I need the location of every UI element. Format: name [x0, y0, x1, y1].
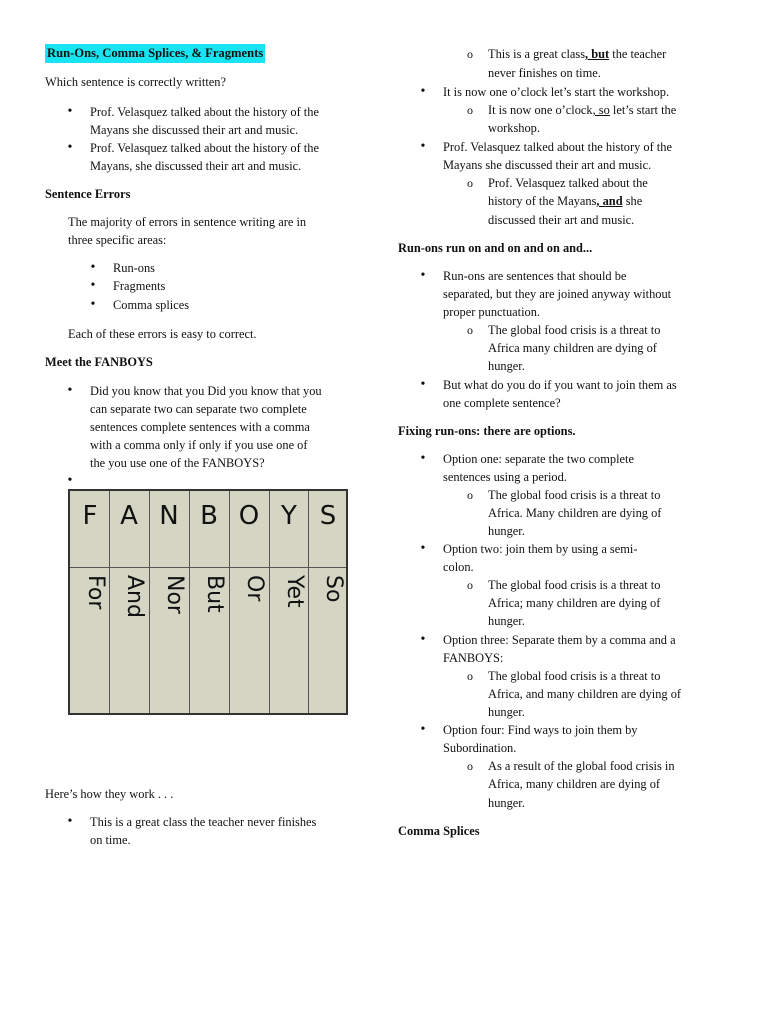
fanboys-word: But — [202, 575, 227, 613]
runons-def-line: Run-ons are sentences that should be — [443, 269, 627, 283]
option-three-example: The global food crisis is a threat to — [488, 669, 661, 683]
heading-comma-splices: Comma Splices — [398, 824, 480, 838]
option-one-example: hunger. — [488, 524, 525, 538]
runons-def-line: proper punctuation. — [443, 305, 541, 319]
bullet: • — [420, 722, 426, 737]
example-3-fix-line-2: history of the Mayans, and she — [488, 194, 643, 208]
option-2-line-1: Prof. Velasquez talked about the history of the — [90, 141, 319, 155]
fanboys-letter: O — [238, 501, 260, 531]
option-1-line-2: Mayans she discussed their art and music. — [90, 123, 299, 137]
heading-meet-fanboys: Meet the FANBOYS — [45, 355, 153, 369]
fanboys-word: Yet — [282, 575, 307, 608]
sub-bullet: o — [467, 578, 473, 592]
option-one-line: Option one: separate the two complete — [443, 452, 634, 466]
bullet: • — [420, 268, 426, 283]
runons-def-line: separated, but they are joined anyway without — [443, 287, 672, 301]
option-two-line: colon. — [443, 560, 474, 574]
example-1-line-2: on time. — [90, 833, 131, 847]
heading-fixing-runons: Fixing run-ons: there are options. — [398, 424, 576, 438]
sub-bullet: o — [467, 759, 473, 773]
option-four-example: As a result of the global food crisis in — [488, 759, 675, 773]
runon-example-line: Africa many children are dying of — [488, 341, 657, 355]
example-1-line-1: This is a great class the teacher never finishes — [90, 815, 317, 829]
bullet: • — [420, 632, 426, 647]
example-3-line-2: Mayans she discussed their art and music. — [443, 158, 652, 172]
option-two-line: Option two: join them by using a semi- — [443, 542, 638, 556]
option-one-line: sentences using a period. — [443, 470, 567, 484]
error-item: Comma splices — [113, 298, 190, 312]
errors-paragraph-line-2: three specific areas: — [68, 233, 167, 247]
option-three-example: hunger. — [488, 705, 525, 719]
option-one-example: The global food crisis is a threat to — [488, 488, 661, 502]
example-1-fix-line-2: never finishes on time. — [488, 66, 601, 80]
option-2-line-2: Mayans, she discussed their art and music. — [90, 159, 302, 173]
option-four-example: hunger. — [488, 796, 525, 810]
bullet: • — [67, 140, 73, 155]
runon-example-line: hunger. — [488, 359, 525, 373]
join-question-line: But what do you do if you want to join them as — [443, 378, 677, 392]
fanboys-letter: Y — [281, 501, 297, 531]
bullet: • — [90, 260, 96, 275]
option-three-example: Africa, and many children are dying of — [488, 687, 682, 701]
example-2: It is now one o’clock let’s start the workshop. — [443, 85, 670, 99]
fanboys-table — [68, 489, 348, 715]
example-2-fix-line-1: It is now one o’clock, so let’s start the — [488, 103, 677, 117]
sub-bullet: o — [467, 488, 473, 502]
error-item: Fragments — [113, 279, 166, 293]
bullet: • — [420, 451, 426, 466]
bullet: • — [420, 84, 426, 99]
fanboys-letter: A — [120, 501, 138, 531]
bullet: • — [420, 377, 426, 392]
fanboys-word: So — [321, 575, 346, 603]
example-3-fix-line-3: discussed their art and music. — [488, 213, 635, 227]
sub-bullet: o — [467, 176, 473, 190]
option-two-example: The global food crisis is a threat to — [488, 578, 661, 592]
option-two-example: Africa; many children are dying of — [488, 596, 661, 610]
option-two-example: hunger. — [488, 614, 525, 628]
bullet: • — [67, 383, 73, 398]
runon-example-line: The global food crisis is a threat to — [488, 323, 661, 337]
dyk-line: with a comma only if only if you use one of — [90, 438, 308, 452]
error-item: Run-ons — [113, 261, 155, 275]
option-three-line: Option three: Separate them by a comma and a — [443, 633, 676, 647]
fanboys-word: For — [83, 575, 108, 610]
heres-how-text: Here’s how they work . . . — [45, 787, 174, 801]
sub-bullet: o — [467, 669, 473, 683]
sub-bullet: o — [467, 47, 473, 61]
option-four-line: Subordination. — [443, 741, 517, 755]
dyk-line: the you use one of the FANBOYS? — [90, 456, 265, 470]
bullet: • — [90, 297, 96, 312]
option-one-example: Africa. Many children are dying of — [488, 506, 662, 520]
bullet: • — [67, 104, 73, 119]
fanboys-word: Nor — [162, 575, 187, 614]
dyk-line: can separate two can separate two complete — [90, 402, 307, 416]
fanboys-letter: B — [200, 501, 218, 531]
bullet: • — [420, 541, 426, 556]
question-text: Which sentence is correctly written? — [45, 75, 226, 89]
page-title: Run-Ons, Comma Splices, & Fragments — [45, 44, 265, 63]
dyk-line: sentences complete sentences with a comma — [90, 420, 310, 434]
bullet: • — [420, 139, 426, 154]
errors-easy-text: Each of these errors is easy to correct. — [68, 327, 257, 341]
bullet: • — [90, 278, 96, 293]
bullet: • — [67, 814, 73, 829]
example-3-fix-line-1: Prof. Velasquez talked about the — [488, 176, 648, 190]
fanboys-word: And — [122, 575, 147, 618]
dyk-line: Did you know that you Did you know that you — [90, 384, 322, 398]
errors-paragraph-line-1: The majority of errors in sentence writing are in — [68, 215, 307, 229]
fanboys-letter: S — [319, 501, 337, 531]
fanboys-letter: N — [159, 501, 179, 531]
fanboys-word: Or — [242, 575, 267, 602]
heading-runons: Run-ons run on and on and on and... — [398, 241, 593, 255]
option-1-line-1: Prof. Velasquez talked about the history of the — [90, 105, 319, 119]
join-question-line: one complete sentence? — [443, 396, 561, 410]
bullet: • — [67, 473, 73, 488]
sub-bullet: o — [467, 323, 473, 337]
example-2-fix-line-2: workshop. — [488, 121, 540, 135]
sub-bullet: o — [467, 103, 473, 117]
fanboys-letter: F — [82, 501, 98, 531]
example-1-fix-line-1: This is a great class, but the teacher — [488, 47, 667, 61]
example-3-line-1: Prof. Velasquez talked about the history of the — [443, 140, 672, 154]
option-three-line: FANBOYS: — [443, 651, 504, 665]
heading-sentence-errors: Sentence Errors — [45, 187, 131, 201]
table-divider — [70, 567, 346, 568]
option-four-example: Africa, many children are dying of — [488, 777, 661, 791]
option-four-line: Option four: Find ways to join them by — [443, 723, 638, 737]
